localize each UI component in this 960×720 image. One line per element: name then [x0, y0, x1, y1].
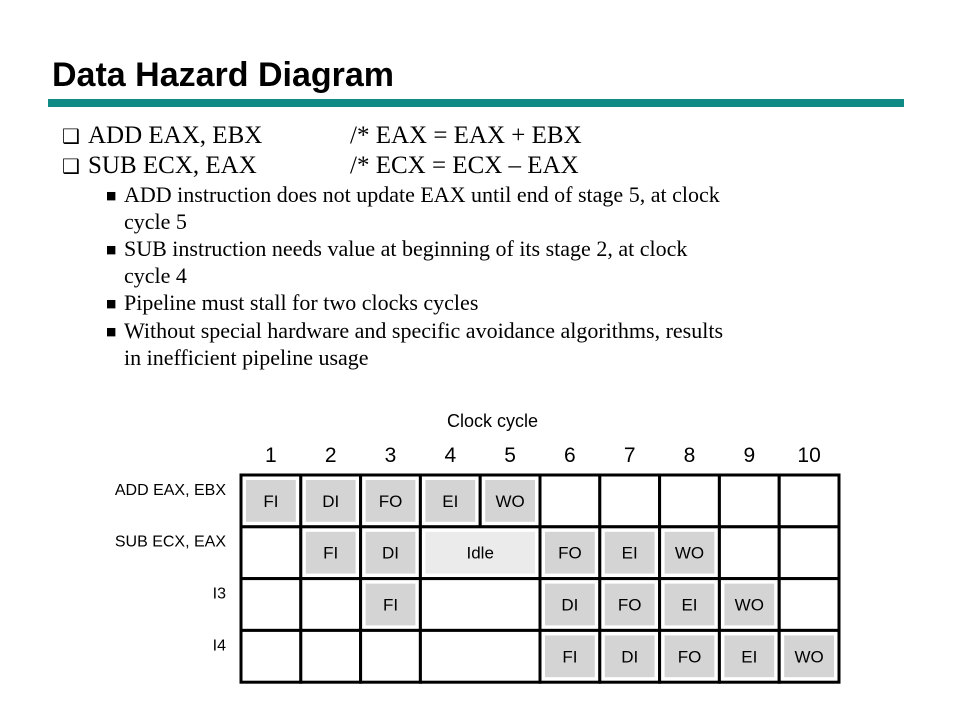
- idle-cell: [420, 527, 540, 579]
- stage-cell: [600, 630, 660, 682]
- stage-cell: [361, 527, 421, 579]
- sub-bullet-text-continued: in inefficient pipeline usage: [124, 345, 369, 370]
- square-bullet-icon: ■: [106, 243, 117, 256]
- empty-cell: [779, 475, 839, 527]
- stage-label: FO: [677, 647, 702, 667]
- stage-label: FI: [323, 543, 339, 563]
- instruction-comment: /* ECX = ECX – EAX: [350, 152, 579, 179]
- stage-cell: [540, 579, 600, 631]
- instruction-label: ADD EAX, EBX: [114, 481, 226, 499]
- stage-cell: [480, 475, 540, 527]
- sub-bullet-text: ADD instruction does not update EAX until end of stage 5, at clock: [124, 182, 720, 207]
- stage-cell: [301, 527, 361, 579]
- instruction-label: I3: [212, 585, 226, 603]
- stage-label: EI: [741, 647, 758, 667]
- square-bullet-icon: ■: [106, 189, 117, 202]
- stage-label: FI: [263, 491, 279, 511]
- stage-label: FO: [558, 543, 582, 563]
- stage-label: FI: [382, 595, 399, 615]
- sub-bullet-text-continued: cycle 4: [124, 263, 187, 288]
- stage-label: Idle: [466, 543, 494, 563]
- instruction-label: SUB ECX, EAX: [114, 533, 226, 551]
- empty-cell: [301, 630, 361, 682]
- stage-cell: [660, 630, 720, 682]
- cycle-number: 8: [683, 444, 696, 467]
- stage-label: FI: [562, 647, 578, 667]
- instruction-labels: [115, 482, 226, 654]
- empty-cell: [600, 475, 660, 527]
- sub-bullet-text: Pipeline must stall for two clocks cycles: [124, 290, 479, 315]
- stage-cell: [241, 475, 301, 527]
- stage-label: FO: [378, 491, 403, 511]
- stage-label: DI: [621, 647, 639, 667]
- sub-bullet-text-continued: cycle 5: [124, 209, 187, 234]
- stage-label: FO: [617, 595, 642, 615]
- stage-cell: [600, 527, 660, 579]
- stage-cell: [301, 475, 361, 527]
- empty-cell: [719, 475, 779, 527]
- empty-cell: [719, 527, 779, 579]
- empty-cell: [779, 579, 839, 631]
- cycle-number: 1: [265, 444, 277, 467]
- stage-cell: [719, 579, 779, 631]
- clock-cycle-heading: Clock cycle: [447, 411, 539, 431]
- cycle-number: 7: [623, 444, 636, 467]
- cycle-number: 3: [384, 444, 397, 467]
- cycle-number: 4: [444, 444, 457, 467]
- pipeline-grid: [241, 475, 839, 682]
- stage-label: WO: [734, 595, 764, 615]
- empty-cell: [660, 475, 720, 527]
- checkbox-bullet-icon: ❑: [62, 154, 80, 178]
- stage-cell: [779, 630, 839, 682]
- cycle-number: 10: [797, 444, 821, 467]
- cycle-number: 6: [564, 444, 576, 467]
- instruction-code: ADD EAX, EBX: [88, 122, 263, 149]
- stage-label: WO: [794, 647, 824, 667]
- empty-cell: [420, 630, 540, 682]
- cycle-number-row: [265, 444, 821, 467]
- stage-label: EI: [621, 543, 638, 563]
- square-bullet-icon: ■: [106, 325, 117, 338]
- stage-cell: [540, 527, 600, 579]
- sub-bullet-text: SUB instruction needs value at beginning of its stage 2, at clock: [124, 236, 688, 261]
- stage-cell: [719, 630, 779, 682]
- empty-cell: [361, 630, 421, 682]
- sub-bullet-text: Without special hardware and specific avoidance algorithms, results: [124, 318, 724, 343]
- stage-label: EI: [681, 595, 698, 615]
- stage-label: DI: [382, 543, 399, 563]
- empty-cell: [779, 527, 839, 579]
- empty-cell: [420, 579, 540, 631]
- empty-cell: [241, 579, 301, 631]
- checkbox-bullet-icon: ❑: [62, 124, 80, 148]
- stage-cell: [660, 527, 720, 579]
- stage-label: EI: [442, 491, 459, 511]
- instruction-comment: /* EAX = EAX + EBX: [350, 122, 582, 149]
- stage-cell: [420, 475, 480, 527]
- instruction-label: I4: [212, 637, 226, 655]
- square-bullet-icon: ■: [106, 297, 117, 310]
- stage-cell: [540, 630, 600, 682]
- stage-label: DI: [561, 595, 579, 615]
- cycle-number: 2: [324, 444, 337, 467]
- stage-cell: [660, 579, 720, 631]
- cycle-number: 9: [743, 444, 756, 467]
- stage-label: WO: [495, 491, 525, 511]
- stage-label: DI: [322, 491, 340, 511]
- cycle-number: 5: [504, 444, 516, 467]
- stage-cell: [600, 579, 660, 631]
- empty-cell: [301, 579, 361, 631]
- stage-label: WO: [674, 543, 705, 563]
- empty-cell: [241, 630, 301, 682]
- empty-cell: [540, 475, 600, 527]
- slide-title: Data Hazard Diagram: [52, 56, 395, 94]
- instruction-code: SUB ECX, EAX: [88, 152, 257, 179]
- stage-cell: [361, 579, 421, 631]
- empty-cell: [241, 527, 301, 579]
- stage-cell: [361, 475, 421, 527]
